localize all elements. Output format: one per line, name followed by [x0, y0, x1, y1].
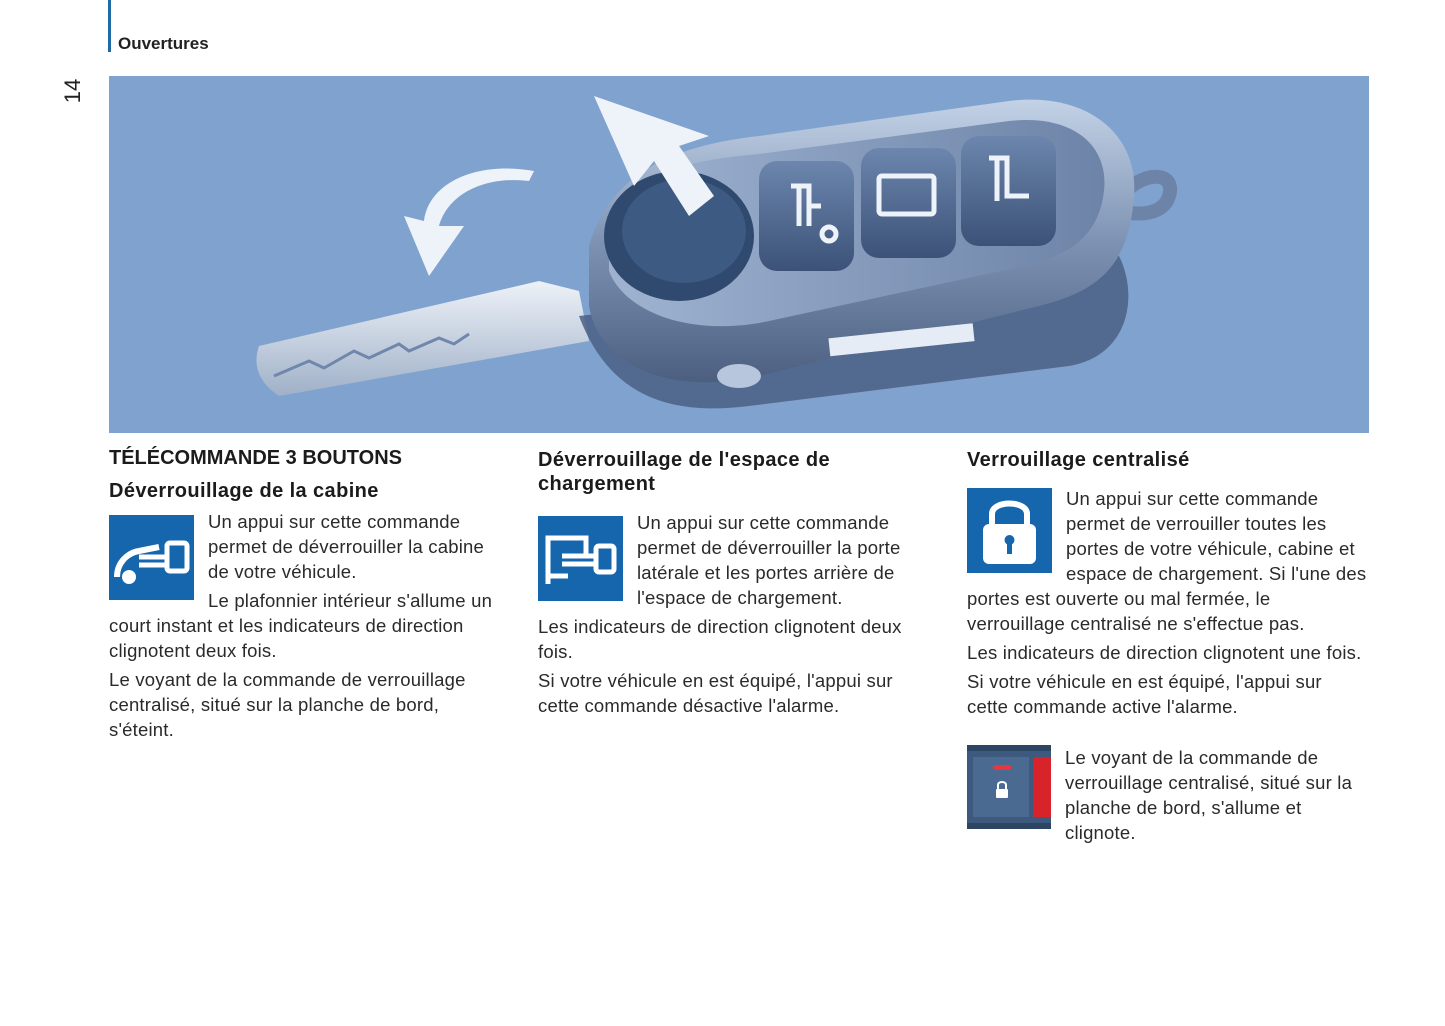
remote-key-fob-illustration [109, 76, 1369, 433]
cargo-unlock-paragraph-1: Un appui sur cette commande permet de déverrouiller la porte latérale et les portes arrière de l'espace de chargement. [637, 512, 901, 608]
central-locking-paragraph-1: Un appui sur cette commande permet de verrouiller toutes les portes de votre véhicule, cabine et espace de chargement. Si l'une des portes est ouverte ou mal fermée, le verrouillage centralisé ne s'effectue pas. [967, 488, 1367, 634]
padlock-icon [967, 488, 1052, 573]
indicator-paragraph: Le voyant de la commande de verrouillage centralisé, situé sur la planche de bord, s'allume et clignote. [1065, 747, 1353, 843]
cargo-unlock-heading: Déverrouillage de l'espace de chargement [538, 449, 831, 495]
cargo-unlock-paragraph-3: Si votre véhicule en est équipé, l'appui sur cette commande désactive l'alarme. [538, 670, 893, 716]
section-marker-bar [108, 0, 111, 52]
cabin-unlock-paragraph-2: Le plafonnier intérieur s'allume un court instant et les indicateurs de direction clignotent deux fois. [109, 590, 493, 661]
central-locking-paragraph-3: Si votre véhicule en est équipé, l'appui sur cette commande active l'alarme. [967, 671, 1322, 717]
page-number: 14 [60, 78, 85, 104]
central-locking-heading: Verrouillage centralisé [967, 449, 1190, 471]
cabin-unlock-heading: Déverrouillage de la cabine [109, 480, 379, 502]
remote-heading: TÉLÉCOMMANDE 3 BOUTONS [109, 447, 402, 469]
cargo-unlock-icon [538, 516, 623, 601]
dashboard-lock-indicator-icon [967, 745, 1051, 829]
cargo-unlock-paragraph-2: Les indicateurs de direction clignotent deux fois. [538, 616, 902, 662]
column-cargo-unlock [538, 446, 938, 718]
column-central-locking [967, 446, 1367, 845]
central-locking-paragraph-2: Les indicateurs de direction clignotent une fois. [967, 642, 1362, 663]
column-cabin-unlock [109, 446, 509, 742]
cabin-unlock-icon [109, 515, 194, 600]
cabin-unlock-paragraph-3: Le voyant de la commande de verrouillage centralisé, situé sur la planche de bord, s'éteint. [109, 669, 466, 740]
cabin-unlock-paragraph-1: Un appui sur cette commande permet de déverrouiller la cabine de votre véhicule. [208, 511, 485, 582]
section-title: Ouvertures [118, 34, 209, 53]
